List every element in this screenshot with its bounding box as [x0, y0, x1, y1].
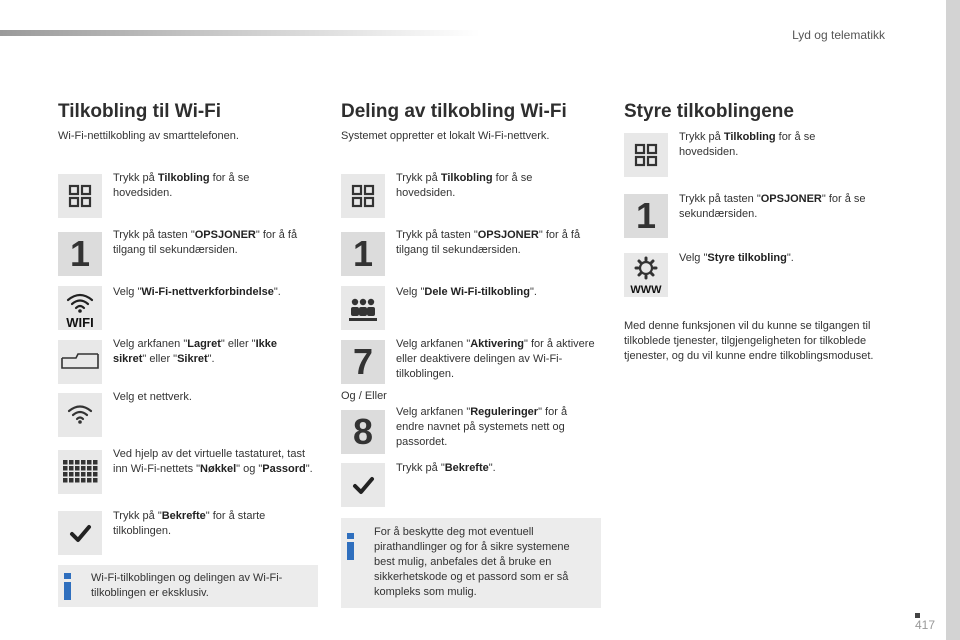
- step-number-badge: 1: [624, 194, 668, 238]
- step-number-badge: 1: [341, 232, 385, 276]
- page-number: 417: [914, 618, 935, 632]
- col3-paragraph: Med denne funksjonen vil du kunne se tilgangen til tilkoblede tjenester, tilgjengeligheten for tilkoblede tjenester, og du vil kunne endre tilkoblingsmoduset.: [624, 320, 874, 362]
- col2-step-2: Trykk på tasten "OPSJONER" for å få tilgang til sekundærsiden.: [396, 229, 581, 256]
- col1-step-2: Trykk på tasten "OPSJONER" for å få tilgang til sekundærsiden.: [113, 229, 298, 256]
- grid-icon: [624, 133, 668, 177]
- header-decor-bar: [0, 30, 480, 36]
- col1-intro: Wi-Fi-nettilkobling av smarttelefonen.: [58, 130, 239, 142]
- col2-step-6: Trykk på "Bekrefte".: [396, 462, 496, 474]
- col2-step-3: Velg "Dele Wi-Fi-tilkobling".: [396, 286, 537, 298]
- col2-info-text: For å beskytte deg mot eventuell pirathandlinger og for å sikre systemene best mulig, anbefales det å bruke en sikkerhetskode og et passord som er så kompleks som mulig.: [374, 526, 570, 598]
- gear-www-icon: [624, 253, 668, 297]
- info-icon: [347, 533, 354, 539]
- checkmark-icon: [58, 511, 102, 555]
- col1-step-3: Velg "Wi-Fi-nettverkforbindelse".: [113, 286, 281, 298]
- col3-step-1: Trykk på Tilkobling for å se hovedsiden.: [679, 131, 816, 158]
- tab-folder-icon: [58, 340, 102, 384]
- col2-title: Deling av tilkobling Wi-Fi: [341, 101, 567, 122]
- wifi-icon: [58, 286, 102, 330]
- section-title: Lyd og telematikk: [792, 28, 885, 42]
- www-label: WWW: [630, 284, 662, 296]
- grid-icon: [58, 174, 102, 218]
- col1-title: Tilkobling til Wi-Fi: [58, 101, 222, 122]
- col3-step-2: Trykk på tasten "OPSJONER" for å se sekundærsiden.: [679, 193, 866, 220]
- col2-step-1: Trykk på Tilkobling for å se hovedsiden.: [396, 172, 533, 199]
- grid-icon: [341, 174, 385, 218]
- wifi-label: WIFI: [66, 315, 94, 330]
- col2-step-4: Velg arkfanen "Aktivering" for å aktivere eller deaktivere delingen av Wi-Fi-tilkoblingen.: [396, 338, 595, 380]
- or-separator: Og / Eller: [341, 390, 387, 402]
- col2-intro: Systemet oppretter et lokalt Wi-Fi-nettverk.: [341, 130, 550, 142]
- col1-step-6: Ved hjelp av det virtuelle tastaturet, tast inn Wi-Fi-nettets "Nøkkel" og "Passord".: [113, 448, 313, 475]
- col2-step-5: Velg arkfanen "Reguleringer" for å endre navnet på systemets nett og passordet.: [396, 406, 568, 448]
- col1-step-7: Trykk på "Bekrefte" for å starte tilkoblingen.: [113, 510, 266, 537]
- col3-title: Styre tilkoblingene: [624, 101, 794, 122]
- col1-info-box: [58, 565, 318, 607]
- checkmark-icon: [341, 463, 385, 507]
- col3-step-3: Velg "Styre tilkobling".: [679, 252, 794, 264]
- step-number-badge: 1: [58, 232, 102, 276]
- col1-step-4: Velg arkfanen "Lagret" eller "Ikke sikret" eller "Sikret".: [113, 338, 277, 365]
- step-number-badge: 7: [341, 340, 385, 384]
- step-number-badge: 8: [341, 410, 385, 454]
- keyboard-icon: [58, 450, 102, 494]
- info-icon: [64, 573, 71, 579]
- people-group-icon: [341, 286, 385, 330]
- page-edge-bar: [946, 0, 960, 640]
- col1-step-1: Trykk på Tilkobling for å se hovedsiden.: [113, 172, 250, 199]
- col1-info-text: Wi-Fi-tilkoblingen og delingen av Wi-Fi-tilkoblingen er eksklusiv.: [91, 572, 283, 599]
- col2-info-box: [341, 518, 601, 608]
- wifi-signal-icon: [58, 393, 102, 437]
- col1-step-5: Velg et nettverk.: [113, 391, 192, 403]
